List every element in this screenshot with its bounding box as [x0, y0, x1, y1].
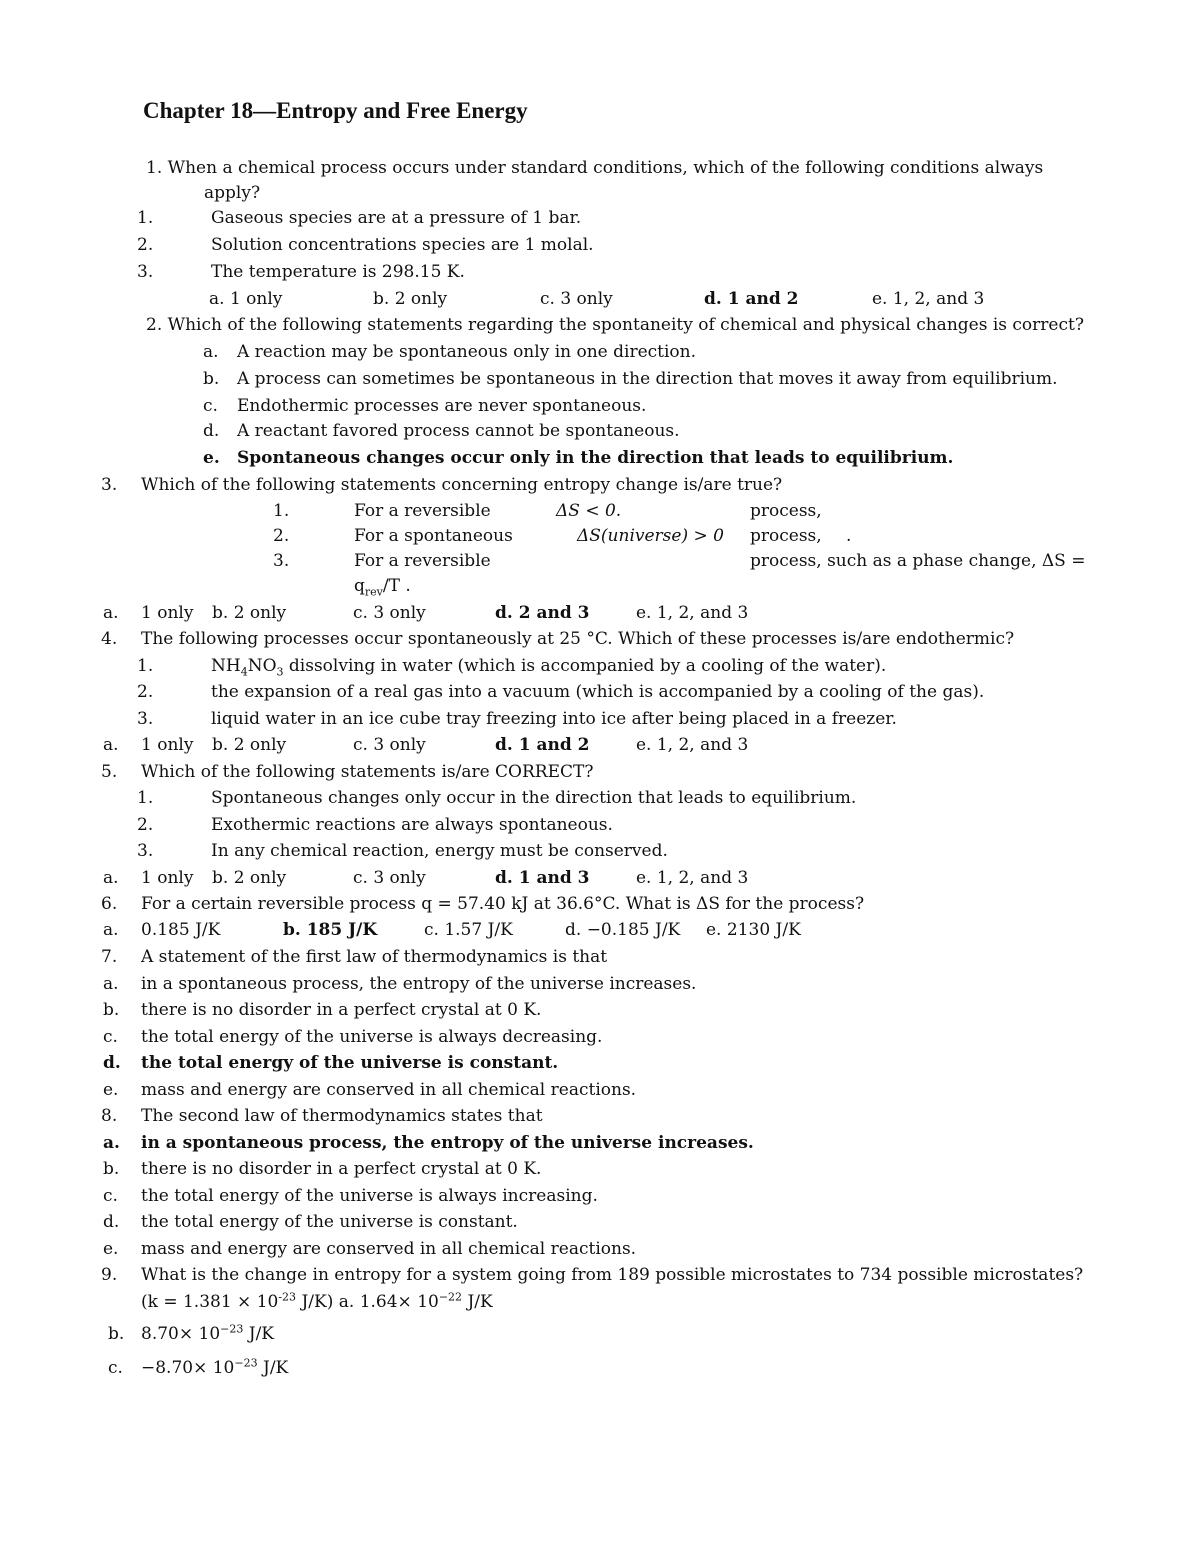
- q7-option-a-text: in a spontaneous process, the entropy of the universe increases.: [141, 974, 697, 994]
- question-5-stem: Which of the following statements is/are CORRECT?: [141, 762, 594, 782]
- q1-item-3-text: The temperature is 298.15 K.: [211, 262, 465, 282]
- q5-item-2-num: 2.: [137, 815, 154, 835]
- q3-item-3-num: 3.: [273, 551, 290, 571]
- q6-choice-c: c. 1.57 J/K: [424, 920, 513, 940]
- q4-item-3-text: liquid water in an ice cube tray freezing into ice after being placed in a freezer.: [211, 709, 897, 729]
- q3-choice-a: 1 only: [141, 603, 194, 623]
- q7-option-b-label: b.: [103, 1000, 120, 1020]
- question-7-number: 7.: [101, 947, 118, 967]
- q5-item-3-num: 3.: [137, 841, 154, 861]
- q7-option-e-label: e.: [103, 1080, 119, 1100]
- q8-option-e-label: e.: [103, 1239, 119, 1259]
- q3-item-3-text: For a reversible: [354, 551, 491, 571]
- q1-item-3-num: 3.: [137, 262, 154, 282]
- question-6-stem: For a certain reversible process q = 57.40 kJ at 36.6°C. What is ΔS for the process?: [141, 894, 865, 914]
- q1-item-2-num: 2.: [137, 235, 154, 255]
- question-5-number: 5.: [101, 762, 118, 782]
- q9-choice-c-label: c.: [108, 1358, 123, 1378]
- page-title: Chapter 18—Entropy and Free Energy: [143, 98, 528, 123]
- q1-choice-c: c. 3 only: [540, 289, 613, 309]
- q3-choice-b: b. 2 only: [212, 603, 287, 623]
- q5-choice-c: c. 3 only: [353, 868, 426, 888]
- q8-option-a-answer: in a spontaneous process, the entropy of the universe increases.: [141, 1133, 754, 1153]
- q3-choice-d-answer: d. 2 and 3: [495, 603, 590, 623]
- q4-item-3-num: 3.: [137, 709, 154, 729]
- q3-choice-a-label: a.: [103, 603, 119, 623]
- q9-choice-c: $-8.70\times 10^{-23}$ J/K: [141, 1356, 289, 1378]
- question-8-number: 8.: [101, 1106, 118, 1126]
- q1-choice-e: e. 1, 2, and 3: [872, 289, 985, 309]
- q8-option-d-label: d.: [103, 1212, 120, 1232]
- question-9-stem: What is the change in entropy for a system going from 189 possible microstates to 734 possible microstates?: [141, 1265, 1084, 1285]
- q8-option-c-label: c.: [103, 1186, 118, 1206]
- q3-choice-e: e. 1, 2, and 3: [636, 603, 749, 623]
- q7-option-e-text: mass and energy are conserved in all chemical reactions.: [141, 1080, 637, 1100]
- q4-choice-a: 1 only: [141, 735, 194, 755]
- q8-option-a-label: a.: [103, 1133, 120, 1153]
- q2-option-c-label: c.: [203, 396, 218, 416]
- q2-option-b-label: b.: [203, 369, 220, 389]
- q2-option-e-label: e.: [203, 448, 220, 468]
- q1-choice-a: a. 1 only: [209, 289, 283, 309]
- q1-item-1-num: 1.: [137, 208, 154, 228]
- question-6-number: 6.: [101, 894, 118, 914]
- q3-item-1-num: 1.: [273, 501, 290, 521]
- q4-item-2-text: the expansion of a real gas into a vacuum (which is accompanied by a cooling of the gas).: [211, 682, 985, 702]
- q1-choice-b: b. 2 only: [373, 289, 448, 309]
- question-8-stem: The second law of thermodynamics states that: [141, 1106, 543, 1126]
- q6-choice-e: e. 2130 J/K: [706, 920, 801, 940]
- question-4-stem: The following processes occur spontaneously at 25 °C. Which of these processes is/are endothermic?: [141, 629, 1015, 649]
- q7-option-c-label: c.: [103, 1027, 118, 1047]
- q4-choice-b: b. 2 only: [212, 735, 287, 755]
- q2-option-a-label: a.: [203, 342, 219, 362]
- q5-item-2-text: Exothermic reactions are always spontaneous.: [211, 815, 613, 835]
- q1-choice-d-answer: d. 1 and 2: [704, 289, 799, 309]
- q4-choice-e: e. 1, 2, and 3: [636, 735, 749, 755]
- q2-option-b-text: A process can sometimes be spontaneous in the direction that moves it away from equilibrium.: [237, 369, 1058, 389]
- question-7-stem: A statement of the first law of thermodynamics is that: [141, 947, 608, 967]
- question-9-constant-and-choice-a: ($k = 1.381 \times 10^{-23}$ J/K) a. $1.64\times 10^{-22}$ J/K: [141, 1290, 493, 1312]
- question-2-stem: 2. Which of the following statements regarding the spontaneity of chemical and physical changes is correct?: [146, 315, 1084, 335]
- q4-item-1-text: $NH_4NO_3$ dissolving in water (which is accompanied by a cooling of the water).: [211, 656, 887, 679]
- q4-choice-a-label: a.: [103, 735, 119, 755]
- q3-item-2-end: process,: [750, 526, 822, 546]
- q3-choice-c: c. 3 only: [353, 603, 426, 623]
- question-9-number: 9.: [101, 1265, 118, 1285]
- q3-item-1-text: For a reversible: [354, 501, 491, 521]
- q3-item-1-end: process,: [750, 501, 822, 521]
- q5-choice-d-answer: d. 1 and 3: [495, 868, 590, 888]
- q7-option-d-label: d.: [103, 1053, 121, 1073]
- q9-choice-b: $8.70\times 10^{-23}$ J/K: [141, 1322, 275, 1344]
- q3-item-1-math: ΔS < 0.: [556, 501, 622, 521]
- q2-option-d-text: A reactant favored process cannot be spontaneous.: [237, 421, 680, 441]
- q5-choice-b: b. 2 only: [212, 868, 287, 888]
- q8-option-d-text: the total energy of the universe is constant.: [141, 1212, 518, 1232]
- q5-choice-a-label: a.: [103, 868, 119, 888]
- q6-choice-a: 0.185 J/K: [141, 920, 221, 940]
- q7-option-d-answer: the total energy of the universe is constant.: [141, 1053, 559, 1073]
- q4-item-2-num: 2.: [137, 682, 154, 702]
- q3-item-2-text: For a spontaneous: [354, 526, 513, 546]
- q5-choice-a: 1 only: [141, 868, 194, 888]
- q6-choice-d: d. −0.185 J/K: [565, 920, 681, 940]
- q7-option-c-text: the total energy of the universe is always decreasing.: [141, 1027, 603, 1047]
- question-3-stem: Which of the following statements concerning entropy change is/are true?: [141, 475, 783, 495]
- q3-item-2-math: ΔS(universe) > 0: [577, 526, 724, 546]
- q6-choice-b-answer: b. 185 J/K: [283, 920, 378, 940]
- q4-item-1-num: 1.: [137, 656, 154, 676]
- q1-item-2-text: Solution concentrations species are 1 molal.: [211, 235, 594, 255]
- q3-item-2-num: 2.: [273, 526, 290, 546]
- q2-option-d-label: d.: [203, 421, 220, 441]
- q4-choice-c: c. 3 only: [353, 735, 426, 755]
- q2-option-a-text: A reaction may be spontaneous only in one direction.: [237, 342, 697, 362]
- q7-option-a-label: a.: [103, 974, 119, 994]
- q3-item-2-period: .: [846, 526, 852, 546]
- q5-choice-e: e. 1, 2, and 3: [636, 868, 749, 888]
- q5-item-1-num: 1.: [137, 788, 154, 808]
- q9-choice-b-label: b.: [108, 1324, 125, 1344]
- q2-option-e-answer: Spontaneous changes occur only in the direction that leads to equilibrium.: [237, 448, 954, 468]
- q8-option-b-label: b.: [103, 1159, 120, 1179]
- question-4-number: 4.: [101, 629, 118, 649]
- q4-choice-d-answer: d. 1 and 2: [495, 735, 590, 755]
- q5-item-1-text: Spontaneous changes only occur in the direction that leads to equilibrium.: [211, 788, 857, 808]
- q7-option-b-text: there is no disorder in a perfect crystal at 0 K.: [141, 1000, 542, 1020]
- q8-option-c-text: the total energy of the universe is always increasing.: [141, 1186, 598, 1206]
- question-1-stem: 1. When a chemical process occurs under standard conditions, which of the following conditions always: [146, 158, 1044, 178]
- question-3-number: 3.: [101, 475, 118, 495]
- question-1-stem-cont: apply?: [204, 183, 261, 203]
- q6-choice-a-label: a.: [103, 920, 119, 940]
- q8-option-b-text: there is no disorder in a perfect crystal at 0 K.: [141, 1159, 542, 1179]
- q3-item-3-end: process, such as a phase change, ΔS =: [750, 551, 1086, 571]
- q8-option-e-text: mass and energy are conserved in all chemical reactions.: [141, 1239, 637, 1259]
- q1-item-1-text: Gaseous species are at a pressure of 1 bar.: [211, 208, 582, 228]
- q2-option-c-text: Endothermic processes are never spontaneous.: [237, 396, 647, 416]
- q3-item-3-cont: $q_{rev}/T$ .: [354, 576, 411, 599]
- q5-item-3-text: In any chemical reaction, energy must be conserved.: [211, 841, 668, 861]
